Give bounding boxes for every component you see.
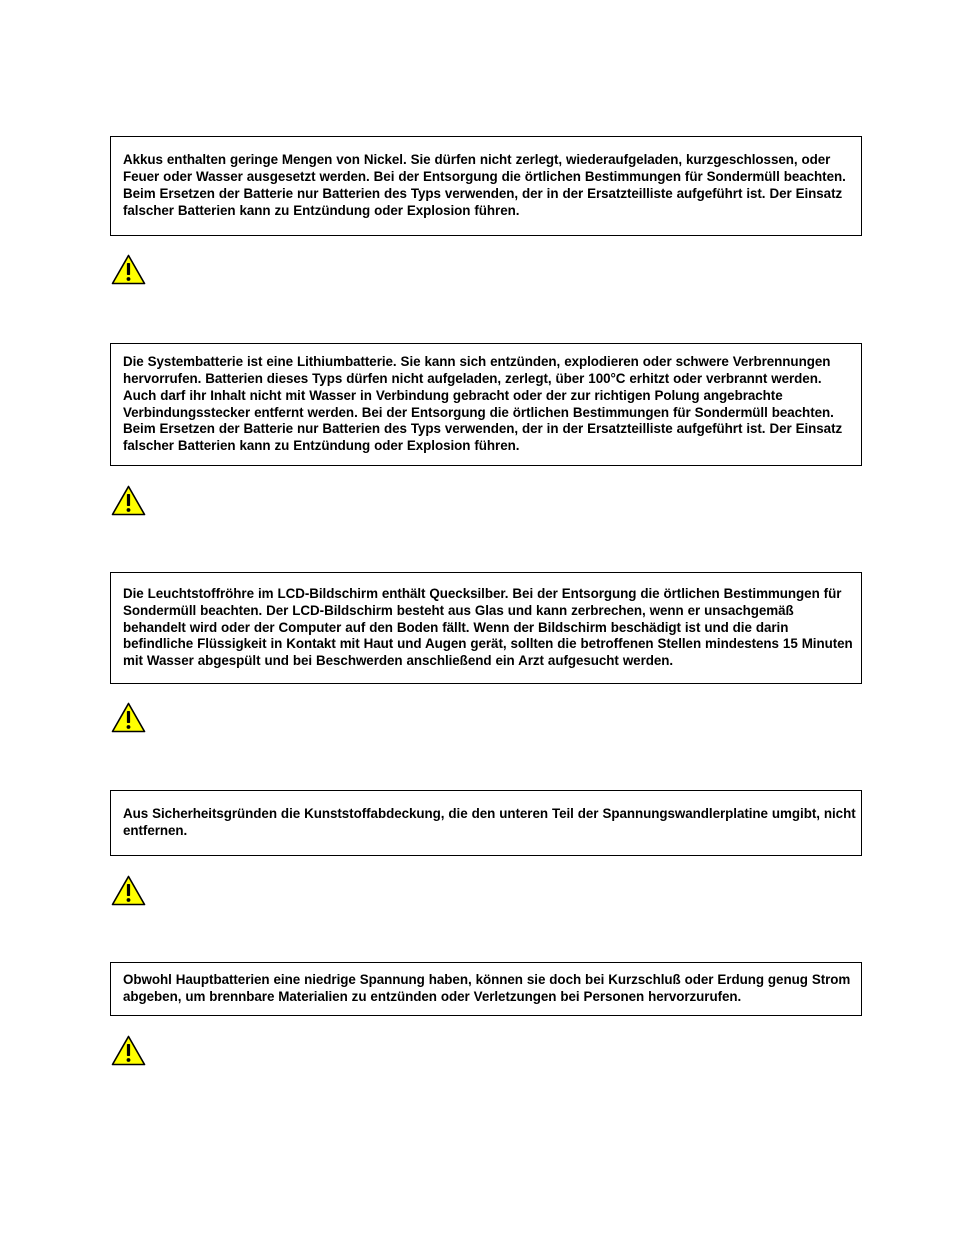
warning-triangle-icon: [111, 702, 146, 733]
warning-triangle-icon: [111, 875, 146, 906]
notice-box-plastic-cover: [110, 790, 862, 856]
notice-text: Akkus enthalten geringe Mengen von Nickel. Sie dürfen nicht zerlegt, wiederaufgeladen, kurzgeschlossen, oder Feuer oder Wasser ausgesetzt werden. Bei der Entsorgung die örtlichen Bestimmungen für Sondermüll beachten. Beim Ersetzen der Batterie nur Batterien des Typs verwenden, der in der Ersatzteilliste aufgeführt ist. Der Einsatz falscher Batterien kann zu Entzündung oder Explosion führen.: [123, 152, 846, 218]
warning-triangle-icon: [111, 1035, 146, 1066]
notice-box-lcd-mercury: [110, 572, 862, 684]
notice-text: Die Leuchtstoffröhre im LCD-Bildschirm enthält Quecksilber. Bei der Entsorgung die örtlichen Bestimmungen für Sondermüll beachten. Der LCD-Bildschirm besteht aus Glas und kann zerbrechen, wenn er unsachgemäß behandelt wird oder der Computer auf den Boden fällt. Wenn der Bildschirm beschädigt ist und die darin befindliche Flüssigkeit in Kontakt mit Haut und Augen gerät, sollten die betroffenen Stellen mindestens 15 Minuten mit Wasser abgespült und bei Beschwerden anschließend ein Arzt aufgesucht werden.: [123, 586, 853, 669]
notice-box-nickel-battery: [110, 136, 862, 236]
notice-box-lithium-battery: [110, 343, 862, 466]
notice-text: Obwohl Hauptbatterien eine niedrige Spannung haben, können sie doch bei Kurzschluß oder Erdung genug Strom abgeben, um brennbare Materialien zu entzünden oder Verletzungen bei Personen hervorzurufen.: [123, 972, 851, 1004]
warning-triangle-icon: [111, 485, 146, 516]
notice-text: Aus Sicherheitsgründen die Kunststoffabdeckung, die den unteren Teil der Spannungswandlerplatine umgibt, nicht entfernen.: [123, 806, 856, 838]
warning-triangle-icon: [111, 254, 146, 285]
notice-text: Die Systembatterie ist eine Lithiumbatterie. Sie kann sich entzünden, explodieren oder schwere Verbrennungen hervorrufen. Batterien dieses Typs dürfen nicht aufgeladen, zerlegt, über 100°C erhitzt oder verbrannt werden. Auch darf ihr Inhalt nicht mit Wasser in Verbindung gebracht oder der zur richtigen Polung angebrachte Verbindungsstecker entfernt werden. Bei der Entsorgung die örtlichen Bestimmungen für Sondermüll beachten. Beim Ersetzen der Batterie nur Batterien des Typs verwenden, der in der Ersatzteilliste aufgeführt ist. Der Einsatz falscher Batterien kann zu Entzündung oder Explosion führen.: [123, 354, 843, 454]
notice-box-main-battery: [110, 962, 862, 1016]
